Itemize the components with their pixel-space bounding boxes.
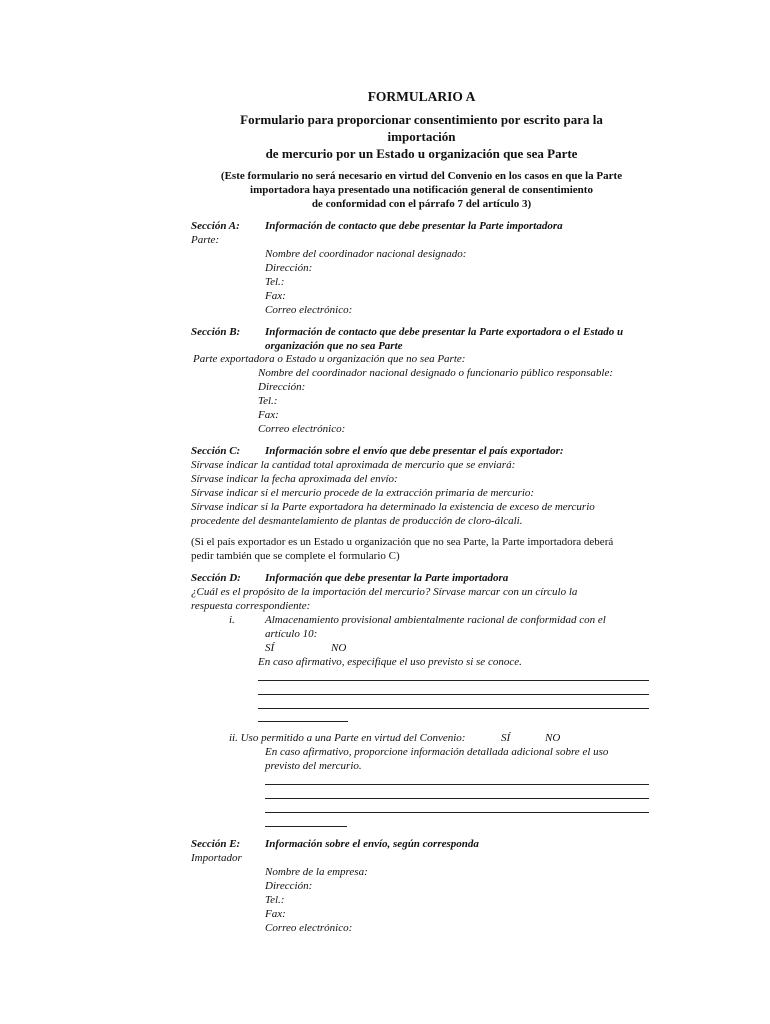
section-d-item-ii-answer-line-2[interactable] [265,798,649,799]
section-d-question-line-2: respuesta correspondiente: [191,600,311,612]
section-e-label: Sección E: [191,838,241,850]
section-c-heading: Información sobre el envío que debe presentar el país exportador: [265,445,564,457]
section-d-item-i-answer-line-3[interactable] [258,708,649,709]
section-d-item-i-text-line-2: artículo 10: [265,628,318,640]
section-d-item-ii-answer-line-1[interactable] [265,784,649,785]
section-b-field-name: Nombre del coordinador nacional designado o funcionario público responsable: [258,367,614,379]
section-e-field-address: Dirección: [265,880,313,892]
section-d-item-ii-text: ii. Uso permitido a una Parte en virtud del Convenio: [229,732,466,744]
form-subtitle-line-3: de mercurio por un Estado u organización que sea Parte [265,146,578,161]
section-d-item-ii-detail-line-1: En caso afirmativo, proporcione información detallada adicional sobre el uso [265,746,609,758]
section-b-label: Sección B: [191,326,241,338]
section-b-field-fax: Fax: [258,409,279,421]
section-c-note-line-2: pedir también que se complete el formulario C) [191,550,400,562]
section-d-item-ii-yes-option[interactable]: SÍ [501,732,511,744]
section-e-field-phone: Tel.: [265,894,285,906]
section-d-item-i-answer-line-1[interactable] [258,680,649,681]
section-d-item-ii-detail-line-2: previsto del mercurio. [265,760,362,772]
form-subtitle-line-1: Formulario para proporcionar consentimiento por escrito para la [240,112,603,127]
section-b-field-address: Dirección: [258,381,306,393]
form-subtitle-line-2: importación [387,129,456,144]
section-d-item-i-numeral: i. [229,614,235,626]
section-b-heading-line-1: Información de contacto que debe presentar la Parte exportadora o el Estado u [265,326,624,338]
section-d-item-i-yes-option[interactable]: SÍ [265,642,275,654]
section-a-sublabel: Parte: [191,234,220,246]
form-title: FORMULARIO A [367,89,476,104]
section-e-field-email: Correo electrónico: [265,922,353,934]
section-d-item-i-answer-line-2[interactable] [258,694,649,695]
section-c-line-excess-2: procedente del desmantelamiento de plantas de producción de cloro-álcali. [191,515,523,527]
section-b-field-email: Correo electrónico: [258,423,346,435]
section-c-label: Sección C: [191,445,241,457]
section-d-heading: Información que debe presentar la Parte importadora [265,572,509,584]
section-c-line-date: Sírvase indicar la fecha aproximada del envío: [191,473,398,485]
section-d-item-i-specify: En caso afirmativo, especifique el uso previsto si se conoce. [258,656,522,668]
section-c-line-excess-1: Sírvase indicar si la Parte exportadora ha determinado la existencia de exceso de mercurio [191,501,595,513]
section-d-item-ii-answer-line-4[interactable] [265,826,347,827]
section-e-field-fax: Fax: [265,908,286,920]
form-note-line-3: de conformidad con el párrafo 7 del artículo 3) [311,198,532,210]
section-b-sublabel: Parte exportadora o Estado u organización que no sea Parte: [193,353,466,365]
section-d-item-ii-answer-line-3[interactable] [265,812,649,813]
section-c-line-origin: Sírvase indicar si el mercurio procede de la extracción primaria de mercurio: [191,487,535,499]
section-d-label: Sección D: [191,572,241,584]
section-c-line-quantity: Sírvase indicar la cantidad total aproximada de mercurio que se enviará: [191,459,516,471]
section-a-field-email: Correo electrónico: [265,304,353,316]
section-d-item-i-answer-line-4[interactable] [258,721,348,722]
form-note-line-1: (Este formulario no será necesario en virtud del Convenio en los casos en que la Parte [220,170,623,182]
section-d-item-i-no-option[interactable]: NO [331,642,347,654]
section-b-field-phone: Tel.: [258,395,278,407]
section-b-heading-line-2: organización que no sea Parte [265,340,403,352]
section-d-item-ii-no-option[interactable]: NO [545,732,561,744]
section-a-field-fax: Fax: [265,290,286,302]
section-d-question-line-1: ¿Cuál es el propósito de la importación del mercurio? Sírvase marcar con un círculo la [191,586,578,598]
section-a-field-phone: Tel.: [265,276,285,288]
section-c-note-line-1: (Si el país exportador es un Estado u organización que no sea Parte, la Parte importadora deberá [191,536,614,548]
section-e-field-company: Nombre de la empresa: [265,866,368,878]
section-a-field-name: Nombre del coordinador nacional designado: [265,248,467,260]
section-d-item-i-text-line-1: Almacenamiento provisional ambientalmente racional de conformidad con el [265,614,606,626]
form-note-line-2: importadora haya presentado una notificación general de consentimiento [250,184,593,196]
section-e-sublabel: Importador [191,852,242,864]
section-e-heading: Información sobre el envío, según corresponda [265,838,479,850]
section-a-field-address: Dirección: [265,262,313,274]
section-a-heading: Información de contacto que debe presentar la Parte importadora [265,220,563,232]
section-a-label: Sección A: [191,220,240,232]
